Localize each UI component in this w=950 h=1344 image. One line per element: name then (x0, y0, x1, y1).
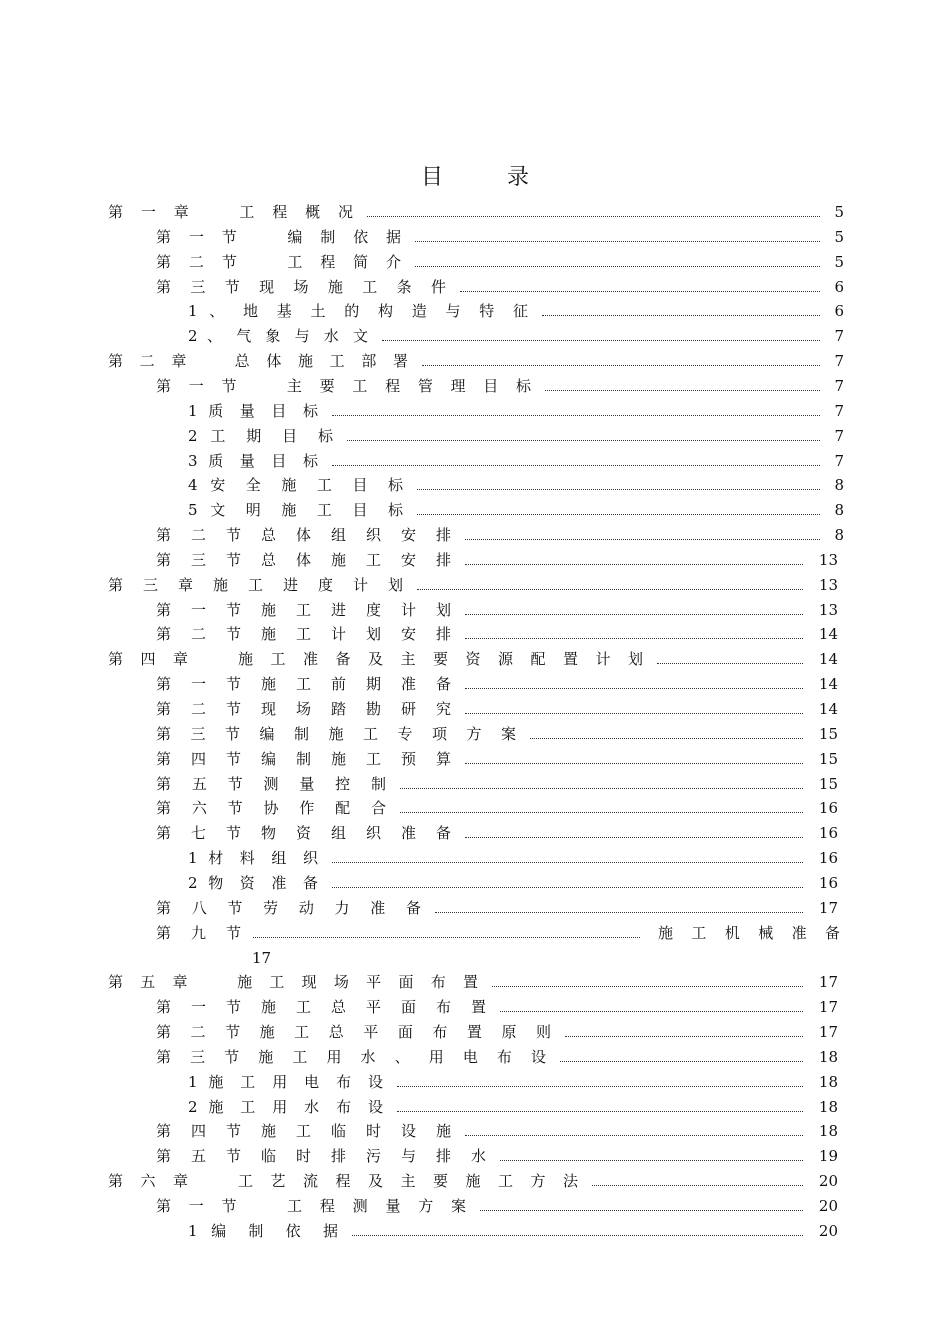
toc-entry-label: 第 二 节 施 工 计 划 安 排 (156, 625, 451, 644)
toc-leader-dots (530, 737, 803, 739)
toc-entry-label: 第 四 节 编 制 施 工 预 算 (156, 749, 451, 768)
toc-entry[interactable] (0, 647, 950, 671)
toc-entry-label: 2 、 气 象 与 水 文 (188, 327, 368, 346)
toc-entry-page: 7 (834, 327, 844, 346)
toc-entry-page: 7 (834, 401, 844, 420)
toc-entry-page: 17 (818, 998, 838, 1017)
toc-entry-label: 1 编 制 依 据 (188, 1221, 338, 1240)
toc-entry-page: 13 (818, 600, 838, 619)
toc-entry-page: 14 (818, 675, 838, 694)
toc-entry[interactable] (0, 225, 950, 249)
toc-entry[interactable] (0, 1020, 950, 1044)
toc-entry[interactable] (0, 1194, 950, 1218)
toc-entry-page: 7 (834, 376, 844, 395)
toc-entry-label: 第 四 节 施 工 临 时 设 施 (156, 1122, 451, 1141)
toc-entry-page: 15 (818, 774, 838, 793)
toc-title-char-2: 录 (507, 165, 530, 190)
toc-entry-page: 5 (834, 252, 844, 271)
toc-entry-page: 15 (818, 749, 838, 768)
toc-leader-dots (465, 613, 803, 615)
toc-entry[interactable] (0, 697, 950, 721)
toc-entry[interactable] (0, 399, 950, 423)
toc-leader-dots (417, 588, 803, 590)
toc-leader-dots (352, 1234, 803, 1236)
toc-leader-dots (542, 314, 820, 316)
toc-entry-label: 第 一 节 编 制 依 据 (156, 227, 401, 246)
toc-entry-page: 16 (818, 824, 838, 843)
toc-entry-label: 2 施 工 用 水 布 设 (188, 1097, 383, 1116)
toc-entry[interactable] (0, 921, 950, 945)
toc-entry-page: 8 (834, 476, 844, 495)
toc-entry-page: 14 (818, 700, 838, 718)
toc-entry-page: 13 (818, 575, 838, 594)
toc-entry-label: 1 、 地 基 土 的 构 造 与 特 征 (188, 302, 528, 321)
toc-entry[interactable] (0, 722, 950, 746)
toc-leader-dots (332, 464, 820, 466)
toc-entry[interactable] (0, 523, 950, 547)
toc-entry-page: 16 (818, 799, 838, 818)
toc-entry-label: 第 三 节 施 工 用 水 、 用 电 布 设 (156, 1047, 546, 1066)
toc-leader-dots (332, 414, 820, 416)
toc-entry-label: 1 施 工 用 电 布 设 (188, 1072, 383, 1091)
toc-leader-dots (367, 215, 820, 217)
toc-entry[interactable] (0, 424, 950, 448)
toc-leader-dots (545, 389, 820, 391)
toc-leader-dots (332, 886, 803, 888)
toc-entry[interactable] (0, 747, 950, 771)
toc-entry-page: 6 (834, 277, 844, 296)
toc-entry[interactable] (0, 871, 950, 895)
toc-entry-label: 第 二 节 总 体 组 织 安 排 (156, 526, 451, 545)
toc-entry-page: 20 (818, 1172, 838, 1191)
toc-entry[interactable] (0, 1219, 950, 1243)
toc-entry-label: 2 物 资 准 备 (188, 873, 318, 892)
toc-entry-page: 6 (834, 302, 844, 321)
toc-entry-label: 第 四 章 施 工 准 备 及 主 要 资 源 配 置 计 划 (108, 650, 643, 669)
toc-entry[interactable] (0, 846, 950, 870)
toc-entry-label: 第 六 章 工 艺 流 程 及 主 要 施 工 方 法 (108, 1172, 578, 1191)
toc-leader-dots (465, 762, 803, 764)
toc-entry-label: 2 工 期 目 标 (188, 426, 333, 445)
toc-entry-label: 3 质 量 目 标 (188, 451, 318, 470)
toc-leader-dots (253, 936, 640, 938)
toc-entry-page: 14 (818, 650, 838, 669)
toc-entry[interactable] (0, 896, 950, 920)
toc-entry-page: 7 (834, 352, 844, 371)
toc-entry[interactable] (0, 250, 950, 274)
toc-entry-page: 13 (818, 550, 838, 569)
toc-entry[interactable] (0, 1095, 950, 1119)
toc-entry-page: 18 (818, 1097, 838, 1116)
toc-entry-label: 第 一 节 施 工 进 度 计 划 (156, 600, 451, 619)
toc-entry[interactable] (0, 498, 950, 522)
toc-entry-label: 第 一 节 主 要 工 程 管 理 目 标 (156, 376, 531, 395)
toc-leader-dots (465, 712, 803, 714)
toc-leader-dots (592, 1184, 803, 1186)
toc-entry[interactable] (0, 449, 950, 473)
toc-entry-page: 19 (818, 1147, 838, 1166)
toc-entry-label-right: 施 工 机 械 准 备 (658, 923, 840, 942)
toc-entry-page: 16 (818, 849, 838, 868)
toc-entry-label: 1 材 料 组 织 (188, 849, 318, 868)
toc-leader-dots (332, 861, 803, 863)
toc-entry-page: 18 (818, 1072, 838, 1091)
toc-entry-page: 14 (818, 625, 838, 644)
toc-entry[interactable] (0, 275, 950, 299)
toc-leader-dots (560, 1060, 803, 1062)
toc-leader-dots (400, 811, 803, 813)
toc-leader-dots (465, 836, 803, 838)
toc-entry[interactable] (0, 796, 950, 820)
toc-entry-label: 1 质 量 目 标 (188, 401, 318, 420)
toc-leader-dots (565, 1035, 803, 1037)
toc-entry[interactable] (0, 299, 950, 323)
toc-entry-label: 4 安 全 施 工 目 标 (188, 476, 403, 495)
toc-leader-dots (465, 1134, 803, 1136)
toc-entry-page: 17 (818, 973, 838, 992)
toc-entry[interactable] (0, 772, 950, 796)
toc-leader-dots (347, 439, 820, 441)
toc-title-char-1: 目 (420, 165, 443, 190)
toc-entry-page: 20 (818, 1197, 838, 1215)
toc-entry-label: 第 二 章 总 体 施 工 部 署 (108, 352, 408, 371)
toc-leader-dots (500, 1010, 803, 1012)
toc-entry-page: 17 (818, 1023, 838, 1042)
toc-entry-page: 17 (252, 948, 272, 967)
toc-entry[interactable] (0, 622, 950, 646)
toc-entry-label: 第 五 章 施 工 现 场 平 面 布 置 (108, 973, 478, 992)
toc-entry-page: 8 (834, 526, 844, 545)
toc-leader-dots (657, 662, 803, 664)
toc-entry-label: 第 二 节 工 程 简 介 (156, 252, 401, 271)
toc-leader-dots (397, 1110, 803, 1112)
toc-entry[interactable] (0, 1045, 950, 1069)
toc-entry-label: 第 三 节 编 制 施 工 专 项 方 案 (156, 724, 516, 743)
toc-entry-page: 5 (834, 203, 844, 221)
toc-entry[interactable] (0, 672, 950, 696)
toc-entry[interactable] (0, 573, 950, 597)
toc-entry-page: 18 (818, 1122, 838, 1141)
toc-entry-page: 15 (818, 724, 838, 743)
toc-entry-page: 17 (818, 898, 838, 917)
toc-entry-page: 16 (818, 873, 838, 892)
toc-entry-page: 7 (834, 451, 844, 470)
toc-leader-dots (465, 538, 820, 540)
toc-entry[interactable] (0, 1169, 950, 1193)
toc-leader-dots (397, 1085, 803, 1087)
toc-entry[interactable] (0, 374, 950, 398)
toc-entry-label: 第 一 章 工 程 概 况 (108, 203, 353, 221)
toc-leader-dots (382, 339, 820, 341)
toc-entry-page: 7 (834, 426, 844, 445)
toc-entry-label: 第 三 章 施 工 进 度 计 划 (108, 575, 403, 594)
toc-leader-dots (400, 787, 803, 789)
toc-entry-label: 第 五 节 临 时 排 污 与 排 水 (156, 1147, 486, 1166)
toc-entry-label: 第 一 节 施 工 前 期 准 备 (156, 675, 451, 694)
toc-entry[interactable] (0, 1119, 950, 1143)
toc-entry[interactable] (0, 324, 950, 348)
toc-leader-dots (422, 364, 820, 366)
toc-entry[interactable] (0, 548, 950, 572)
toc-entry[interactable] (0, 200, 950, 224)
toc-entry-page: 8 (834, 501, 844, 520)
toc-leader-dots (492, 985, 803, 987)
toc-entry[interactable] (0, 349, 950, 373)
toc-entry-label: 第 二 节 现 场 踏 勘 研 究 (156, 700, 451, 718)
toc-leader-dots (417, 488, 820, 490)
toc-entry-label: 第 七 节 物 资 组 织 准 备 (156, 824, 451, 843)
toc-entry[interactable] (0, 1144, 950, 1168)
toc-entry-label: 第 九 节 (156, 923, 241, 942)
toc-entry-label: 第 一 节 工 程 测 量 方 案 (156, 1197, 466, 1215)
toc-leader-dots (417, 513, 820, 515)
toc-leader-dots (500, 1159, 803, 1161)
toc-entry[interactable] (0, 473, 950, 497)
toc-entry-label: 第 三 节 总 体 施 工 安 排 (156, 550, 451, 569)
toc-entry-label: 第 五 节 测 量 控 制 (156, 774, 386, 793)
toc-entry-label: 第 六 节 协 作 配 合 (156, 799, 386, 818)
toc-leader-dots (480, 1209, 803, 1211)
toc-leader-dots (465, 637, 803, 639)
toc-leader-dots (465, 563, 803, 565)
toc-entry-label: 第 二 节 施 工 总 平 面 布 置 原 则 (156, 1023, 551, 1042)
toc-entry[interactable] (0, 970, 950, 994)
toc-entry[interactable] (0, 821, 950, 845)
toc-entry-page: 5 (834, 227, 844, 246)
toc-leader-dots (415, 240, 820, 242)
toc-entry-label: 第 八 节 劳 动 力 准 备 (156, 898, 421, 917)
toc-leader-dots (435, 911, 803, 913)
toc-entry-label: 第 一 节 施 工 总 平 面 布 置 (156, 998, 486, 1017)
toc-entry[interactable] (0, 598, 950, 622)
toc-entry-label: 第 三 节 现 场 施 工 条 件 (156, 277, 446, 296)
toc-entry[interactable] (0, 995, 950, 1019)
toc-leader-dots (415, 265, 820, 267)
toc-entry-page: 18 (818, 1047, 838, 1066)
toc-leader-dots (460, 290, 820, 292)
toc-entry-page: 20 (818, 1221, 838, 1240)
toc-leader-dots (465, 687, 803, 689)
toc-title (0, 160, 950, 191)
toc-entry[interactable] (0, 1070, 950, 1094)
toc-entry-label: 5 文 明 施 工 目 标 (188, 501, 403, 520)
